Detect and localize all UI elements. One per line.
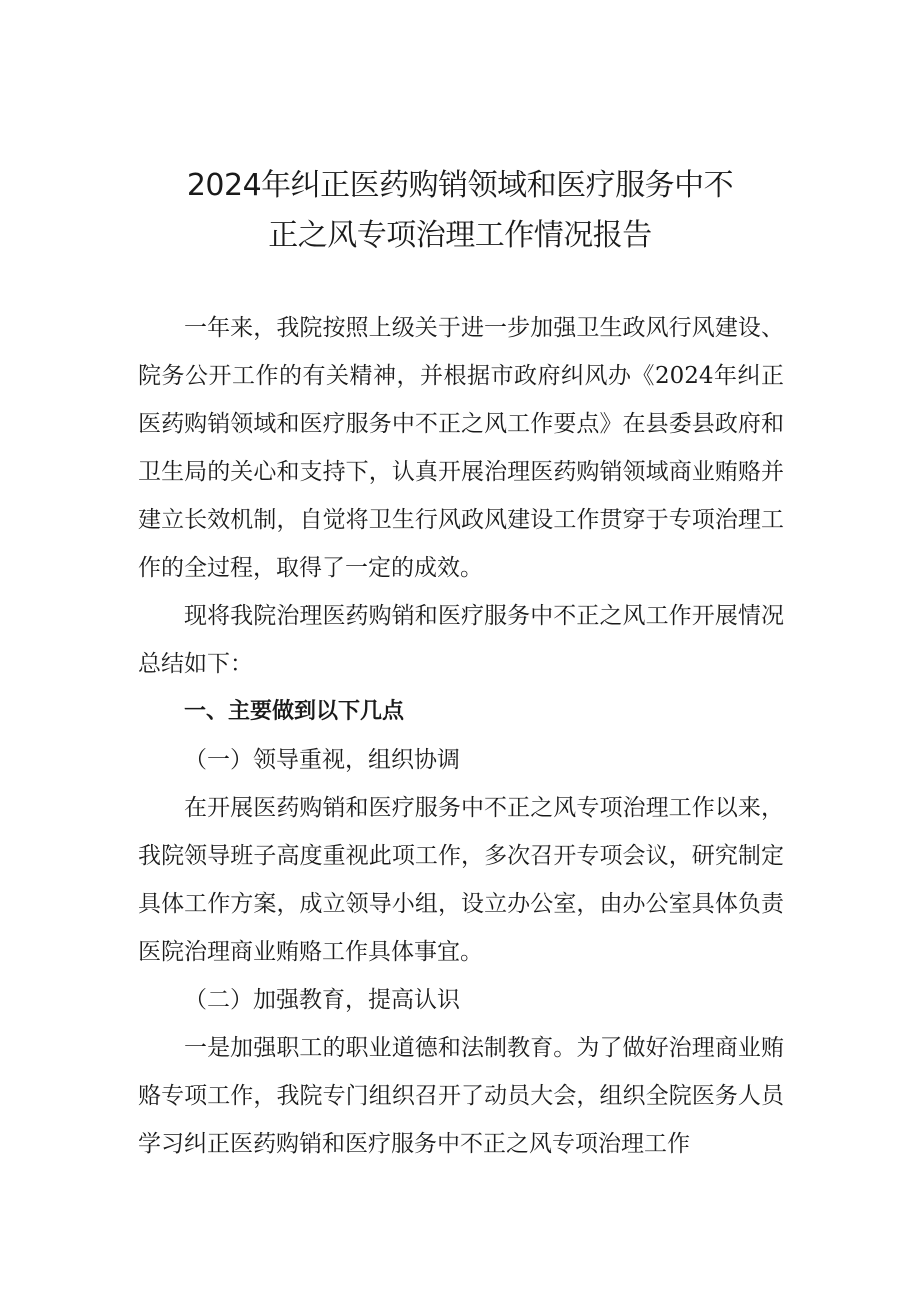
paragraph-leadership: 在开展医药购销和医疗服务中不正之风专项治理工作以来，我院领导班子高度重视此项工作，多次召开专项会议，研究制定具体工作方案，成立领导小组，设立办公室，由办公室具体负责医院治理商业贿赂工作具体事宜。	[138, 795, 784, 965]
subsection-heading-1: （一）领导重视，组织协调	[184, 747, 460, 773]
document-body	[138, 304, 784, 1168]
paragraph-education: 一是加强职工的职业道德和法制教育。为了做好治理商业贿赂专项工作，我院专门组织召开了动员大会，组织全院医务人员学习纠正医药购销和医疗服务中不正之风专项治理工作	[138, 1035, 784, 1157]
paragraph-intro: 一年来，我院按照上级关于进一步加强卫生政风行风建设、院务公开工作的有关精神，并根据市政府纠风办《2024年纠正医药购销领域和医疗服务中不正之风工作要点》在县委县政府和卫生局的关心和支持下，认真开展治理医药购销领域商业贿赂并建立长效机制，自觉将卫生行风政风建设工作贯穿于专项治理工作的全过程，取得了一定的成效。	[138, 315, 784, 581]
document-title-line-1: 2024年纠正医药购销领域和医疗服务中不	[186, 168, 734, 203]
document-title-line-2: 正之风专项治理工作情况报告	[268, 218, 652, 253]
section-heading-1: 一、主要做到以下几点	[184, 699, 405, 724]
subsection-heading-2: （二）加强教育，提高认识	[184, 987, 460, 1013]
paragraph-summary: 现将我院治理医药购销和医疗服务中不正之风工作开展情况总结如下：	[138, 603, 784, 677]
